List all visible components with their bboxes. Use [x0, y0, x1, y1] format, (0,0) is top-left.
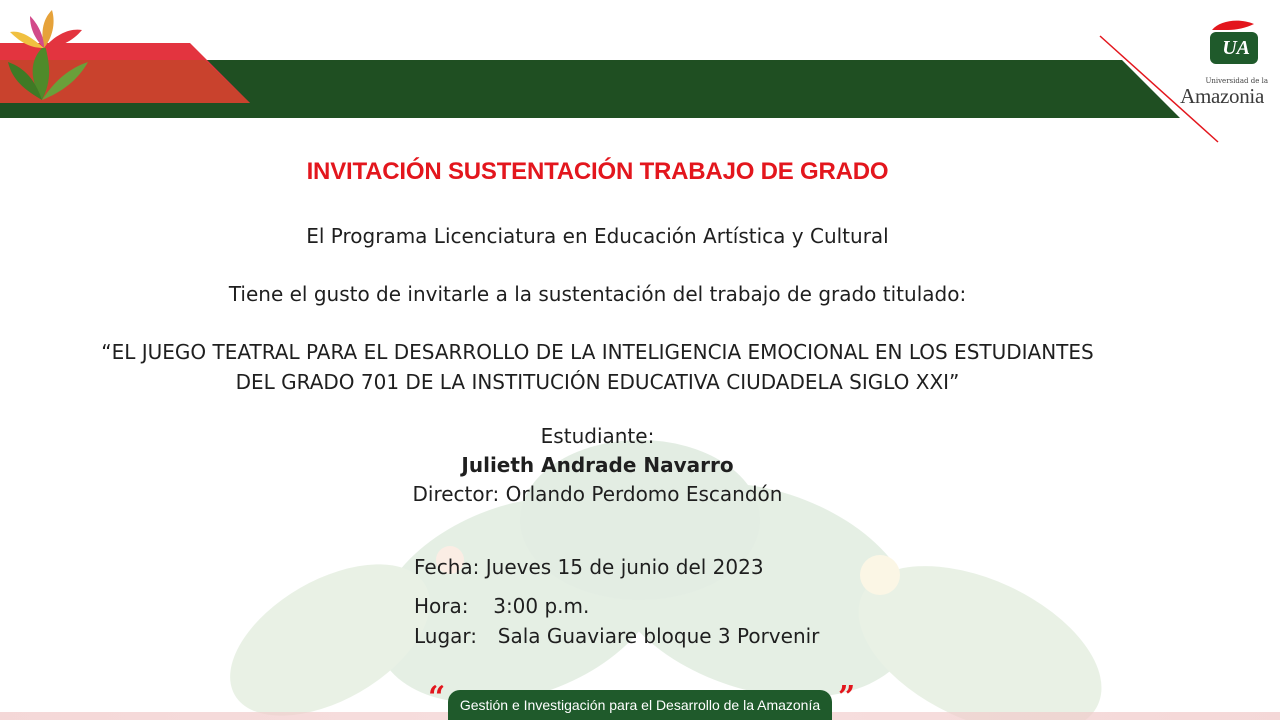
invitation-title: INVITACIÓN SUSTENTACIÓN TRABAJO DE GRADO: [306, 158, 889, 185]
place-row: [414, 624, 819, 648]
place-label: Lugar:: [414, 624, 478, 648]
logo-subtitle: Universidad de la: [1205, 77, 1268, 85]
intro-text: Tiene el gusto de invitarle a la sustentación del trabajo de grado titulado:: [228, 282, 967, 306]
thesis-title-line-2: DEL GRADO 701 DE LA INSTITUCIÓN EDUCATIVA CIUDADELA SIGLO XXI”: [235, 370, 960, 394]
time-value: 3:00 p.m.: [493, 594, 590, 618]
footer-slogan: Gestión e Investigación para el Desarrollo de la Amazonía: [448, 690, 832, 720]
footer: [0, 680, 1280, 720]
date-value: Jueves 15 de junio del 2023: [485, 555, 764, 579]
time-label: Hora:: [414, 594, 469, 618]
logo-mark-text: UA: [1222, 37, 1250, 59]
open-quote-mark: “: [428, 680, 446, 715]
student-name: Julieth Andrade Navarro: [461, 453, 734, 477]
date-row: [414, 555, 764, 579]
close-quote-mark: ”: [838, 680, 856, 715]
program-text: El Programa Licenciatura en Educación Artística y Cultural: [306, 224, 889, 248]
director-text: Director: Orlando Perdomo Escandón: [412, 482, 783, 506]
student-label: Estudiante:: [540, 424, 655, 448]
place-value: Sala Guaviare bloque 3 Porvenir: [497, 624, 820, 648]
thesis-title-line-1: “EL JUEGO TEATRAL PARA EL DESARROLLO DE LA INTELIGENCIA EMOCIONAL EN LOS ESTUDIANTES: [101, 340, 1094, 364]
logo-name: Amazonia: [1180, 84, 1264, 108]
date-label: Fecha:: [414, 555, 480, 579]
time-row: [414, 594, 589, 618]
